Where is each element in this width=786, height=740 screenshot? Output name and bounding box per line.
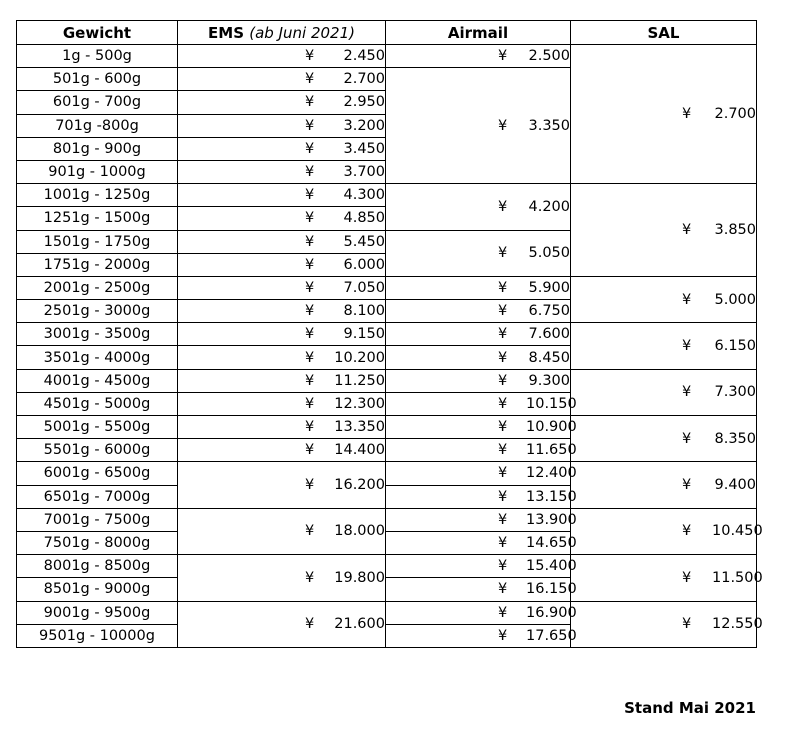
yen-symbol: ¥ xyxy=(498,488,508,505)
sal-price-cell-value: 7.300 xyxy=(714,384,756,401)
header-airmail: Airmail xyxy=(386,21,571,45)
yen-symbol: ¥ xyxy=(498,245,508,262)
ems-price-cell-value: 16.200 xyxy=(334,477,385,494)
airmail-price-cell xyxy=(386,555,577,578)
ems-price-cell xyxy=(178,369,386,392)
yen-symbol: ¥ xyxy=(305,616,315,633)
ems-price-cell-value: 3.200 xyxy=(343,117,385,134)
yen-symbol: ¥ xyxy=(498,465,508,482)
ems-price-cell xyxy=(178,508,386,554)
yen-symbol: ¥ xyxy=(305,395,315,412)
header-weight: Gewicht xyxy=(17,21,178,45)
weight-cell: 1g - 500g xyxy=(17,45,178,68)
airmail-price-cell-value: 13.900 xyxy=(526,511,577,528)
yen-symbol: ¥ xyxy=(498,535,508,552)
airmail-price-cell xyxy=(386,392,577,415)
yen-symbol: ¥ xyxy=(498,349,508,366)
yen-symbol: ¥ xyxy=(498,117,508,134)
ems-price-cell xyxy=(178,346,386,369)
yen-symbol: ¥ xyxy=(682,477,692,494)
weight-cell: 2001g - 2500g xyxy=(17,276,178,299)
airmail-price-cell xyxy=(386,416,577,439)
sal-price-cell xyxy=(571,462,757,508)
airmail-price-cell-value: 15.400 xyxy=(526,558,577,575)
airmail-price-cell-value: 14.650 xyxy=(526,535,577,552)
weight-cell: 2501g - 3000g xyxy=(17,300,178,323)
weight-cell: 1751g - 2000g xyxy=(17,253,178,276)
yen-symbol: ¥ xyxy=(682,222,692,238)
table-row xyxy=(17,369,757,392)
ems-price-cell-value: 9.150 xyxy=(343,326,385,343)
airmail-price-cell xyxy=(386,531,577,554)
yen-symbol: ¥ xyxy=(305,349,315,366)
sal-price-cell xyxy=(571,45,757,184)
airmail-price-cell-value: 6.750 xyxy=(528,303,570,320)
ems-price-cell-value: 7.050 xyxy=(343,279,385,296)
ems-price-cell-value: 3.450 xyxy=(343,140,385,157)
sal-price-cell-value: 12.550 xyxy=(712,616,763,633)
airmail-price-cell-value: 10.150 xyxy=(526,395,577,412)
airmail-price-cell xyxy=(386,300,571,323)
ems-price-cell-value: 13.350 xyxy=(334,419,385,436)
yen-symbol: ¥ xyxy=(682,106,692,123)
weight-cell: 4001g - 4500g xyxy=(17,369,178,392)
yen-symbol: ¥ xyxy=(305,256,315,273)
airmail-price-cell-value: 3.350 xyxy=(528,117,570,134)
airmail-price-cell xyxy=(386,369,571,392)
weight-cell: 8001g - 8500g xyxy=(17,555,178,578)
ems-price-cell xyxy=(178,45,386,68)
sal-price-cell-value: 9.400 xyxy=(714,477,756,494)
weight-cell: 7501g - 8000g xyxy=(17,531,178,554)
airmail-price-cell xyxy=(386,439,577,462)
ems-price-cell xyxy=(178,68,386,91)
sal-price-cell xyxy=(571,276,757,322)
yen-symbol: ¥ xyxy=(305,164,315,181)
yen-symbol: ¥ xyxy=(498,395,508,412)
ems-price-cell-value: 19.800 xyxy=(334,569,385,586)
yen-symbol: ¥ xyxy=(305,233,315,250)
airmail-price-cell xyxy=(386,462,577,485)
yen-symbol: ¥ xyxy=(305,117,315,134)
yen-symbol: ¥ xyxy=(305,326,315,343)
sal-price-cell-value: 10.450 xyxy=(712,523,763,540)
ems-price-cell xyxy=(178,207,386,230)
table-row xyxy=(17,462,757,485)
yen-symbol: ¥ xyxy=(682,523,692,540)
table-row xyxy=(17,45,757,68)
sal-price-cell xyxy=(571,369,757,415)
yen-symbol: ¥ xyxy=(498,442,508,459)
airmail-price-cell-value: 12.400 xyxy=(526,465,577,482)
yen-symbol: ¥ xyxy=(305,140,315,157)
ems-price-cell xyxy=(178,416,386,439)
airmail-price-cell xyxy=(386,230,571,276)
airmail-price-cell-value: 4.200 xyxy=(528,198,570,215)
ems-price-cell-value: 18.000 xyxy=(334,523,385,540)
ems-price-cell xyxy=(178,91,386,114)
weight-cell: 9001g - 9500g xyxy=(17,601,178,624)
yen-symbol: ¥ xyxy=(498,511,508,528)
yen-symbol: ¥ xyxy=(305,187,315,204)
weight-cell: 9501g - 10000g xyxy=(17,624,178,647)
yen-symbol: ¥ xyxy=(682,337,692,354)
table-row xyxy=(17,184,757,207)
yen-symbol: ¥ xyxy=(498,326,508,343)
yen-symbol: ¥ xyxy=(305,303,315,320)
yen-symbol: ¥ xyxy=(305,210,315,227)
weight-cell: 8501g - 9000g xyxy=(17,578,178,601)
sal-price-cell-value: 8.350 xyxy=(714,430,756,447)
sal-price-cell xyxy=(571,508,763,554)
yen-symbol: ¥ xyxy=(498,279,508,296)
weight-cell: 3001g - 3500g xyxy=(17,323,178,346)
ems-price-cell xyxy=(178,160,386,183)
yen-symbol: ¥ xyxy=(682,430,692,447)
yen-symbol: ¥ xyxy=(682,291,692,308)
sal-price-cell xyxy=(571,416,757,462)
ems-price-cell-value: 4.300 xyxy=(343,187,385,204)
airmail-price-cell-value: 11.650 xyxy=(526,442,577,459)
header-ems-label: EMS xyxy=(208,23,244,42)
yen-symbol: ¥ xyxy=(498,372,508,389)
ems-price-cell-value: 3.700 xyxy=(343,164,385,181)
ems-price-cell-value: 12.300 xyxy=(334,395,385,412)
airmail-price-cell xyxy=(386,624,577,647)
airmail-price-cell-value: 5.050 xyxy=(528,245,570,262)
ems-price-cell-value: 21.600 xyxy=(334,616,385,633)
ems-price-cell-value: 2.700 xyxy=(343,71,385,88)
yen-symbol: ¥ xyxy=(305,442,315,459)
yen-symbol: ¥ xyxy=(305,372,315,389)
table-row xyxy=(17,555,757,578)
airmail-price-cell-value: 10.900 xyxy=(526,419,577,436)
ems-price-cell-value: 2.950 xyxy=(343,94,385,111)
table-row xyxy=(17,601,757,624)
weight-cell: 1501g - 1750g xyxy=(17,230,178,253)
footer-note: Stand Mai 2021 xyxy=(624,699,756,717)
yen-symbol: ¥ xyxy=(305,569,315,586)
ems-price-cell xyxy=(178,137,386,160)
weight-cell: 901g - 1000g xyxy=(17,160,178,183)
sal-price-cell xyxy=(571,555,763,601)
ems-price-cell-value: 5.450 xyxy=(343,233,385,250)
yen-symbol: ¥ xyxy=(305,48,315,65)
airmail-price-cell-value: 16.150 xyxy=(526,581,577,598)
airmail-price-cell-value: 13.150 xyxy=(526,488,577,505)
ems-price-cell xyxy=(178,276,386,299)
weight-cell: 5501g - 6000g xyxy=(17,439,178,462)
yen-symbol: ¥ xyxy=(498,581,508,598)
ems-price-cell-value: 6.000 xyxy=(343,256,385,273)
ems-price-cell xyxy=(178,555,386,601)
ems-price-cell xyxy=(178,601,386,647)
rates-table xyxy=(16,20,763,648)
weight-cell: 1251g - 1500g xyxy=(17,207,178,230)
ems-price-cell-value: 8.100 xyxy=(343,303,385,320)
weight-cell: 601g - 700g xyxy=(17,91,178,114)
airmail-price-cell-value: 17.650 xyxy=(526,627,577,644)
airmail-price-cell xyxy=(386,346,571,369)
sal-price-cell-value: 3.850 xyxy=(714,222,756,238)
ems-price-cell xyxy=(178,230,386,253)
airmail-price-cell-value: 7.600 xyxy=(528,326,570,343)
yen-symbol: ¥ xyxy=(305,419,315,436)
weight-cell: 701g -800g xyxy=(17,114,178,137)
ems-price-cell xyxy=(178,300,386,323)
yen-symbol: ¥ xyxy=(498,627,508,644)
weight-cell: 3501g - 4000g xyxy=(17,346,178,369)
yen-symbol: ¥ xyxy=(498,303,508,320)
weight-cell: 1001g - 1250g xyxy=(17,184,178,207)
ems-price-cell xyxy=(178,114,386,137)
weight-cell: 501g - 600g xyxy=(17,68,178,91)
airmail-price-cell-value: 8.450 xyxy=(528,349,570,366)
sal-price-cell-value: 5.000 xyxy=(714,291,756,308)
ems-price-cell-value: 11.250 xyxy=(334,372,385,389)
yen-symbol: ¥ xyxy=(682,384,692,401)
ems-price-cell xyxy=(178,439,386,462)
airmail-price-cell xyxy=(386,45,571,68)
weight-cell: 6501g - 7000g xyxy=(17,485,178,508)
airmail-price-cell-value: 2.500 xyxy=(528,48,570,65)
airmail-price-cell xyxy=(386,601,577,624)
sal-price-cell xyxy=(571,601,763,647)
yen-symbol: ¥ xyxy=(305,94,315,111)
yen-symbol: ¥ xyxy=(498,558,508,575)
airmail-price-cell xyxy=(386,578,577,601)
sal-price-cell xyxy=(571,323,757,369)
airmail-price-cell xyxy=(386,323,571,346)
table-row xyxy=(17,323,757,346)
yen-symbol: ¥ xyxy=(305,477,315,494)
header-row xyxy=(17,21,757,45)
sal-price-cell xyxy=(571,184,757,277)
airmail-price-cell xyxy=(386,184,571,230)
ems-price-cell-value: 10.200 xyxy=(334,349,385,366)
yen-symbol: ¥ xyxy=(682,616,692,633)
weight-cell: 4501g - 5000g xyxy=(17,392,178,415)
yen-symbol: ¥ xyxy=(305,71,315,88)
airmail-price-cell xyxy=(386,508,577,531)
ems-price-cell xyxy=(178,184,386,207)
header-sal: SAL xyxy=(571,21,757,45)
airmail-price-cell xyxy=(386,68,571,184)
yen-symbol: ¥ xyxy=(305,523,315,540)
yen-symbol: ¥ xyxy=(498,604,508,621)
ems-price-cell xyxy=(178,323,386,346)
yen-symbol: ¥ xyxy=(682,569,692,586)
sal-price-cell-value: 11.500 xyxy=(712,569,763,586)
sal-price-cell-value: 2.700 xyxy=(714,106,756,123)
ems-price-cell xyxy=(178,253,386,276)
airmail-price-cell xyxy=(386,276,571,299)
yen-symbol: ¥ xyxy=(498,198,508,215)
sal-price-cell-value: 6.150 xyxy=(714,337,756,354)
yen-symbol: ¥ xyxy=(305,279,315,296)
airmail-price-cell-value: 5.900 xyxy=(528,279,570,296)
weight-cell: 5001g - 5500g xyxy=(17,416,178,439)
ems-price-cell-value: 4.850 xyxy=(343,210,385,227)
yen-symbol: ¥ xyxy=(498,48,508,65)
table-row xyxy=(17,508,757,531)
weight-cell: 801g - 900g xyxy=(17,137,178,160)
ems-price-cell xyxy=(178,462,386,508)
ems-price-cell xyxy=(178,392,386,415)
yen-symbol: ¥ xyxy=(498,419,508,436)
ems-price-cell-value: 2.450 xyxy=(343,48,385,65)
weight-cell: 6001g - 6500g xyxy=(17,462,178,485)
header-ems xyxy=(178,21,386,45)
airmail-price-cell-value: 16.900 xyxy=(526,604,577,621)
airmail-price-cell xyxy=(386,485,577,508)
table-row xyxy=(17,416,757,439)
table-row xyxy=(17,276,757,299)
airmail-price-cell-value: 9.300 xyxy=(528,372,570,389)
weight-cell: 7001g - 7500g xyxy=(17,508,178,531)
header-ems-note: (ab Juni 2021) xyxy=(249,23,355,42)
ems-price-cell-value: 14.400 xyxy=(334,442,385,459)
